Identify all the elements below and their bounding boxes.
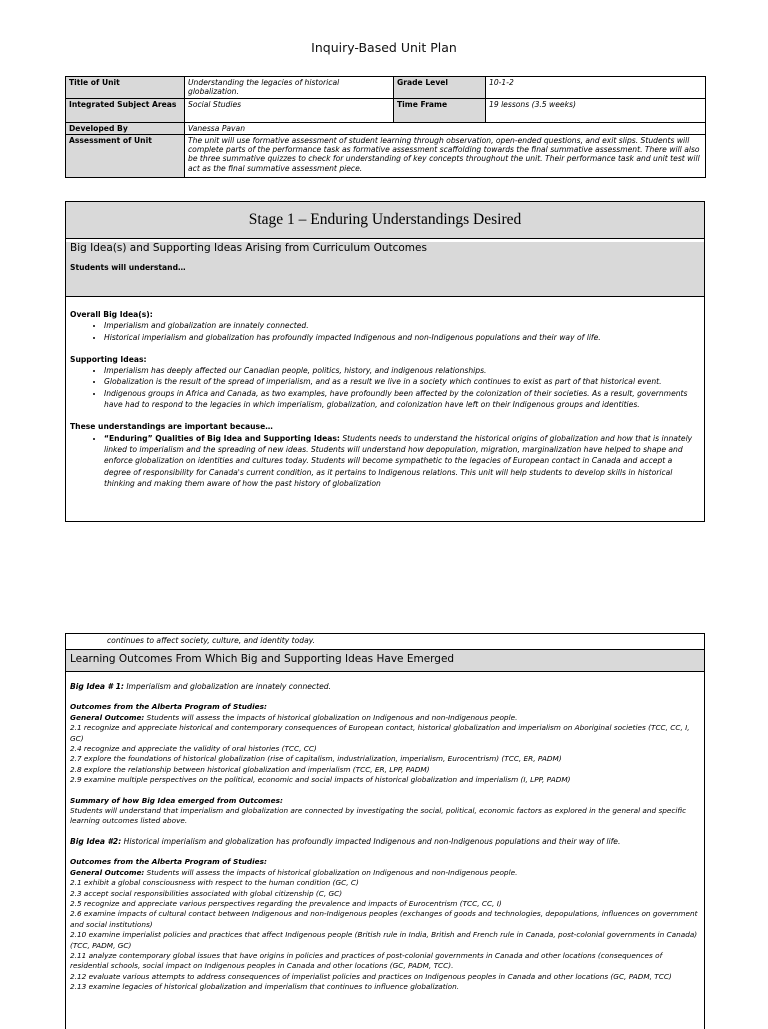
learning-outcomes-heading: Learning Outcomes From Which Big and Supporting Ideas Have Emerged [66, 650, 704, 672]
outcome-item: 2.11 analyze contemporary global issues that have origins in policies and practices of post-colonial governments in Canada and other locations (consequences of residential schools, social impact on Indigenous peoples in Canada and other locations (GC, PADM, TCC). [70, 950, 663, 971]
developed-by-label: Developed By [66, 122, 185, 134]
outcome-item: 2.5 recognize and appreciate various perspectives regarding the prevalence and impacts of Eurocentrism (TCC, CC, I) [70, 898, 502, 908]
outcome-item: 2.9 examine multiple perspectives on the political, economic and social impacts of historical globalization and imperialism (I, LPP, PADM) [70, 775, 571, 785]
enduring-label: “Enduring” Qualities of Big Idea and Supporting Ideas: [104, 433, 340, 443]
list-item: • Imperialism has deeply affected our Canadian people, politics, history, and indigenous relationships. [104, 365, 700, 376]
important-because-heading: These understandings are important because… [70, 422, 273, 432]
outcome-item: 2.1 recognize and appreciate historical and contemporary consequences of European contact, historical globalization and imperialism on Aboriginal societies (TCC, CC, I, GC) [70, 723, 690, 743]
assessment-value: The unit will use formative assessment of student learning through observation, open-ended questions, and exit slips. Students will complete parts of the performance task as formative assessment scaffolding towards the final summative assessment. There will also be three summative quizzes to check for understanding of key concepts throughout the unit. Their performance task and unit test will act as the final summative assessment piece. [185, 134, 706, 177]
outcomes-heading-1: Outcomes from the Alberta Program of Studies: [70, 702, 267, 712]
supporting-ideas-list [70, 365, 700, 410]
big-idea-header [66, 242, 704, 297]
learning-outcomes-box [65, 633, 705, 1029]
stage1-box [65, 201, 705, 522]
stage1-title: Stage 1 – Enduring Understandings Desired [66, 202, 704, 239]
outcome-item: 2.6 examine impacts of cultural contact between Indigenous and non-Indigenous peoples (exchanges of goods and technologies, depopulations, influences on government and social institutions) [70, 909, 698, 929]
enduring-text: Students needs to understand the historical origins of globalization and how that is innately linked to imperialism and the spreading of new ideas. Students will understand how depopulation, migration, marginalization have helped to shape and enforce globalization on identities and cultures today. Students will become sympathetic to the legacies of European contact in Canada and accept a degree of responsibility for Canada's current condition, as it pertains to Indigenous relations. This unit will help students to develop skills in historical thinking and making them aware of how the past history of globalization [104, 433, 693, 488]
title-of-unit-value: Understanding the legacies of historical globalization. [185, 77, 394, 99]
developed-by-value: Vanessa Pavan [185, 122, 706, 134]
list-item [104, 433, 700, 489]
time-frame-value: 19 lessons (3.5 weeks) [486, 98, 706, 122]
students-will-understand: Students will understand… [70, 263, 186, 272]
assessment-label: Assessment of Unit [66, 134, 185, 177]
big-idea-2-label: Big Idea #2: [70, 836, 122, 846]
supporting-ideas-heading: Supporting Ideas: [70, 354, 147, 364]
list-item: • Indigenous groups in Africa and Canada, as two examples, have profoundly been affected by the colonization of their societies. As a result, governments have had to respond to the legacies in which imperialism, globalization, and colonization have left on their Indigenous groups and identities. [104, 388, 700, 411]
general-outcome-text-1: Students will assess the impacts of historical globalization on Indigenous and non-Indigenous people. [144, 712, 518, 722]
outcome-item: 2.10 examine imperialist policies and practices that affect Indigenous people (British rule in India, British and French rule in Canada, post-colonial governments in Canada) (TCC, PADM, GC) [70, 930, 698, 950]
outcome-item: 2.12 evaluate various attempts to address consequences of imperialist policies and practices on Indigenous peoples in Canada and other locations (GC, PADM, TCC) [70, 971, 672, 981]
outcome-item: 2.4 recognize and appreciate the validity of oral histories (TCC, CC) [70, 744, 317, 754]
big-idea-heading: Big Idea(s) and Supporting Ideas Arising from Curriculum Outcomes [70, 242, 427, 254]
grade-level-label: Grade Level [394, 77, 486, 99]
grade-level-value: 10-1-2 [486, 77, 706, 99]
list-item: • Historical imperialism and globalization has profoundly impacted Indigenous and non-Indigenous populations and their way of life. [104, 332, 700, 343]
page-title: Inquiry-Based Unit Plan [311, 40, 457, 55]
title-of-unit-label: Title of Unit [66, 77, 185, 99]
outcome-item: 2.1 exhibit a global consciousness with respect to the human condition (GC, C) [70, 878, 359, 888]
outcome-item: 2.7 explore the foundations of historical globalization (rise of capitalism, industrialization, imperialism, Eurocentrism) (TCC, ER, PADM) [70, 754, 562, 764]
integrated-subject-label: Integrated Subject Areas [66, 98, 185, 122]
outcomes-heading-2: Outcomes from the Alberta Program of Studies: [70, 857, 267, 867]
big-idea-1-label: Big Idea # 1: [70, 682, 124, 691]
overall-big-ideas-list [70, 320, 700, 343]
overall-big-ideas-heading: Overall Big Idea(s): [70, 310, 153, 319]
outcome-item: 2.13 examine legacies of historical globalization and imperialism that continues to influence globalization. [70, 982, 460, 992]
big-idea-1-text: Imperialism and globalization are innately connected. [123, 682, 331, 691]
big-idea-2-text: Historical imperialism and globalization has profoundly impacted Indigenous and non-Indigenous populations and their way of life. [121, 836, 621, 846]
learning-outcomes-body [66, 672, 704, 993]
list-item: • Imperialism and globalization are innately connected. [104, 320, 700, 331]
general-outcome-text-2: Students will assess the impacts of historical globalization on Indigenous and non-Indigenous people. [144, 867, 518, 877]
list-item: • Globalization is the result of the spread of imperialism, and as a result we live in a society which continues to exist as part of that historical event. [104, 376, 700, 387]
enduring-qualities-list [70, 433, 700, 489]
unit-info-table [65, 76, 706, 178]
general-outcome-label-2: General Outcome: [70, 867, 145, 877]
outcome-item: 2.8 explore the relationship between historical globalization and imperialism (TCC, ER, LPP, PADM) [70, 764, 430, 774]
continued-text: continues to affect society, culture, and identity today. [66, 634, 704, 650]
general-outcome-label-1: General Outcome: [70, 712, 145, 722]
time-frame-label: Time Frame [394, 98, 486, 122]
summary-heading: Summary of how Big Idea emerged from Outcomes: [70, 795, 283, 805]
stage1-body [66, 297, 704, 489]
integrated-subject-value: Social Studies [185, 98, 394, 122]
summary-text: Students will understand that imperialism and globalization are connected by investigating the social, political, economic factors as explored in the general and specific learning outcomes listed above. [70, 806, 687, 826]
outcome-item: 2.3 accept social responsibilities associated with global citizenship (C, GC) [70, 888, 343, 898]
